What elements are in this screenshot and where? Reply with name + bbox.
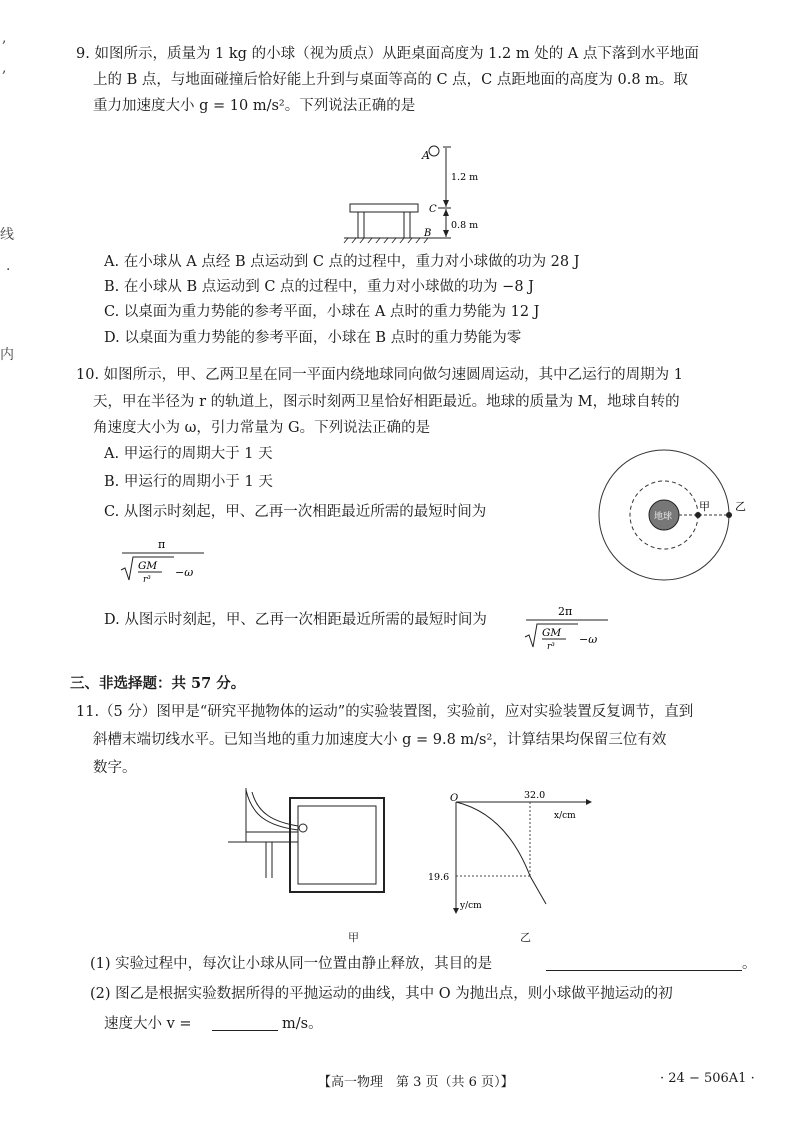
fig-jia-caption: 甲	[348, 931, 359, 944]
origin-label: O	[450, 793, 459, 804]
q11-sub1: (1) 实验过程中，每次让小球从同一位置由静止释放，其目的是	[90, 956, 493, 972]
ball-icon	[429, 146, 439, 156]
earth-label: 地球	[654, 512, 673, 522]
dist-top: 1.2 m	[451, 172, 479, 183]
q10-orbit-figure	[598, 446, 762, 584]
footer-page-info: 【高一物理 第 3 页（共 6 页）】	[318, 1075, 514, 1090]
edge-mark: 内	[0, 347, 14, 363]
q9-stem-line3: 重力加速度大小 g = 10 m/s²。下列说法正确的是	[93, 98, 416, 114]
formula-d-r3: r³	[547, 642, 555, 652]
label-a: A	[422, 149, 430, 162]
sat-jia-label: 甲	[699, 500, 710, 513]
q11-sub2-line2: 速度大小 v =	[104, 1016, 192, 1032]
q9-stem-line2: 上的 B 点，与地面碰撞后恰好能上升到与桌面等高的 C 点，C 点距地面的高度为 0.8 m。取	[93, 72, 688, 88]
section-3-heading: 三、非选择题：共 57 分。	[70, 675, 246, 692]
x-axis-label: x/cm	[554, 811, 576, 821]
q9-option-c: C. 以桌面为重力势能的参考平面，小球在 A 点时的重力势能为 12 J	[104, 304, 540, 320]
q11-sub2-line1: (2) 图乙是根据实验数据所得的平抛运动的曲线，其中 O 为抛出点，则小球做平抛运动的初	[90, 986, 673, 1002]
q10-option-d: D. 从图示时刻起，甲、乙再一次相距最近所需的最短时间为	[104, 612, 487, 628]
q9-stem-line1: 9. 如图所示，质量为 1 kg 的小球（视为质点）从距桌面高度为 1.2 m 处的 A 点下落到水平地面	[76, 46, 699, 62]
dist-bottom: 0.8 m	[451, 220, 479, 231]
fig-yi-caption: 乙	[520, 931, 531, 944]
q10-option-b: B. 甲运行的周期小于 1 天	[104, 474, 273, 490]
q10-stem-line2: 天，甲在半径为 r 的轨道上，图示时刻两卫星恰好相距最近。地球的质量为 M，地球自转的	[93, 394, 680, 410]
trajectory-curve	[456, 802, 546, 904]
satellite-yi-icon	[726, 512, 732, 518]
q11-stem-line3: 数字。	[93, 760, 137, 776]
q9-option-d: D. 以桌面为重力势能的参考平面，小球在 B 点时的重力势能为零	[104, 330, 522, 346]
label-c: C	[429, 204, 437, 215]
formula-d	[522, 600, 612, 652]
formula-c-num: π	[158, 538, 166, 551]
q11-sub2-blank[interactable]	[212, 1030, 278, 1031]
formula-d-num: 2π	[558, 605, 573, 618]
edge-mark: ,	[2, 30, 7, 46]
q9-table-figure	[340, 140, 490, 246]
q11-sub2-unit: m/s。	[282, 1016, 323, 1032]
formula-c-gm: GM	[138, 560, 158, 572]
y-value-label: 19.6	[428, 872, 450, 883]
sat-yi-label: 乙	[735, 500, 746, 513]
label-b: B	[424, 228, 432, 239]
trajectory-graph	[428, 786, 596, 914]
q10-option-a: A. 甲运行的周期大于 1 天	[104, 446, 273, 462]
q11-stem-line2: 斜槽末端切线水平。已知当地的重力加速度大小 g = 9.8 m/s²，计算结果均保留三位有效	[93, 732, 667, 748]
formula-c-r3: r³	[143, 575, 151, 585]
table-top	[350, 204, 418, 212]
q11-sub1-end: 。	[742, 956, 757, 972]
formula-c-minus: −ω	[175, 566, 194, 579]
q11-stem-line1: 11.（5 分）图甲是“研究平抛物体的运动”的实验装置图，实验前，应对实验装置反复调节，直到	[76, 704, 694, 720]
board-outer	[290, 798, 384, 892]
edge-mark: 线	[0, 227, 14, 243]
q10-option-c: C. 从图示时刻起，甲、乙再一次相距最近所需的最短时间为	[104, 504, 487, 520]
q10-stem-line1: 10. 如图所示，甲、乙两卫星在同一平面内绕地球同向做匀速圆周运动，其中乙运行的周期为 1	[76, 367, 683, 383]
board-inner	[298, 806, 376, 884]
apparatus-figure	[228, 786, 398, 900]
formula-d-minus: −ω	[579, 633, 598, 646]
formula-d-gm: GM	[542, 627, 562, 639]
edge-mark: ,	[2, 60, 7, 76]
y-axis-label: y/cm	[460, 901, 482, 911]
ball-icon	[299, 824, 307, 832]
edge-mark: ·	[6, 262, 11, 278]
x-value-label: 32.0	[524, 790, 546, 801]
formula-c	[118, 532, 208, 584]
q10-stem-line3: 角速度大小为 ω，引力常量为 G。下列说法正确的是	[93, 420, 431, 436]
footer-code: · 24 − 506A1 ·	[660, 1071, 755, 1086]
q9-option-a: A. 在小球从 A 点经 B 点运动到 C 点的过程中，重力对小球做的功为 28 J	[104, 254, 580, 270]
q11-sub1-blank[interactable]	[546, 970, 742, 971]
q9-option-b: B. 在小球从 B 点运动到 C 点的过程中，重力对小球做的功为 −8 J	[104, 279, 534, 295]
